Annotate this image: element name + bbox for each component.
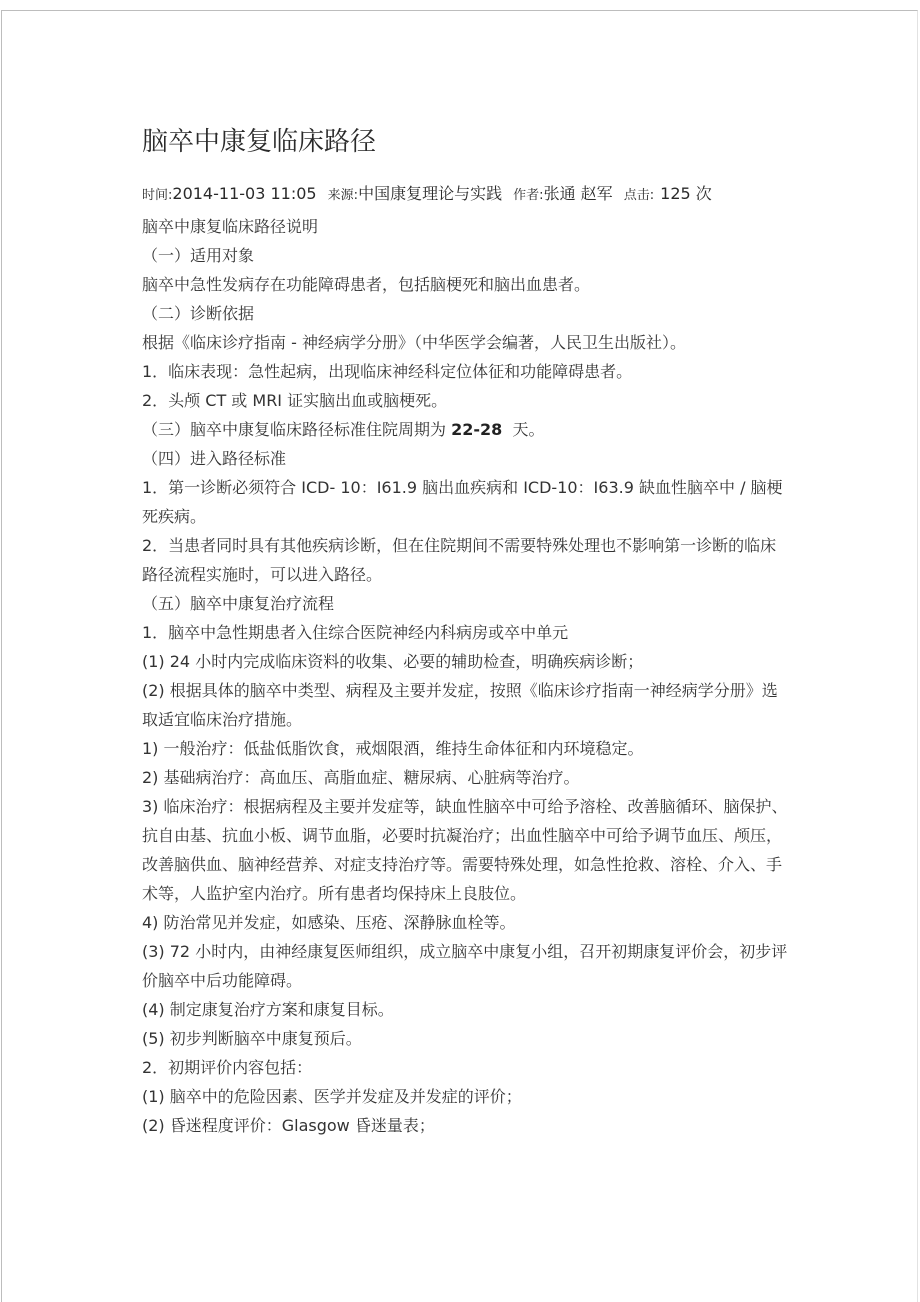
clicks-label: 点击: bbox=[623, 188, 655, 203]
paragraph: 1．第一诊断必须符合 ICD- 10：I61.9 脑出血疾病和 ICD-10：I63.9 缺血性脑卒中 / 脑梗死疾病。 bbox=[142, 478, 783, 526]
paragraph: 2) 基础病治疗：高血压、高脂血症、糖尿病、心脏病等治疗。 bbox=[142, 768, 580, 787]
source-value: 中国康复理论与实践 bbox=[358, 184, 503, 203]
paragraph: (4) 制定康复治疗方案和康复目标。 bbox=[142, 1000, 394, 1019]
paragraph: (2) 昏迷程度评价：Glasgow 昏迷量表； bbox=[142, 1116, 435, 1135]
paragraph: （五）脑卒中康复治疗流程 bbox=[142, 594, 335, 613]
stay-suffix: 天。 bbox=[512, 420, 545, 439]
paragraph: 3) 临床治疗：根据病程及主要并发症等，缺血性脑卒中可给予溶栓、改善脑循环、脑保护、抗自由基、抗血小板、调节血脂，必要时抗凝治疗；出血性脑卒中可给予调节血压、颅压，改善脑供血、脑神经营养、对症支持治疗等。需要特殊处理，如急性抢救、溶栓、介入、手术等，人监护室内治疗。所有患者均保持床上良肢位。 bbox=[142, 797, 788, 903]
document-title: 脑卒中康复临床路径 bbox=[142, 127, 377, 157]
paragraph: 脑卒中急性发病存在功能障碍患者，包括脑梗死和脑出血患者。 bbox=[142, 275, 591, 294]
paragraph: (2) 根据具体的脑卒中类型、病程及主要并发症，按照《临床诊疗指南一神经病学分册》选取适宜临床治疗措施。 bbox=[142, 681, 778, 729]
stay-prefix: （三）脑卒中康复临床路径标准住院周期为 bbox=[142, 420, 447, 439]
paragraph: （四）进入路径标准 bbox=[142, 449, 287, 468]
article-meta bbox=[142, 180, 718, 208]
paragraph: (1) 脑卒中的危险因素、医学并发症及并发症的评价； bbox=[142, 1087, 522, 1106]
paragraph: （一）适用对象 bbox=[142, 246, 255, 265]
document-body bbox=[142, 212, 792, 1140]
paragraph: (1) 24 小时内完成临床资料的收集、必要的辅助检查，明确疾病诊断； bbox=[142, 652, 644, 671]
paragraph: (5) 初步判断脑卒中康复预后。 bbox=[142, 1029, 362, 1048]
time-label: 时间: bbox=[142, 188, 173, 203]
paragraph: 1．临床表现：急性起病，出现临床神经科定位体征和功能障碍患者。 bbox=[142, 362, 633, 381]
paragraph: 2．头颅 CT 或 MRI 证实脑出血或脑梗死。 bbox=[142, 391, 448, 410]
source-label: 来源: bbox=[327, 188, 359, 203]
author-label: 作者: bbox=[513, 188, 544, 203]
clicks-value: 125 次 bbox=[660, 184, 712, 203]
time-value: 2014-11-03 11:05 bbox=[172, 184, 317, 203]
paragraph: 1．脑卒中急性期患者入住综合医院神经内科病房或卒中单元 bbox=[142, 623, 569, 642]
paragraph: 4) 防治常见并发症，如感染、压疮、深静脉血栓等。 bbox=[142, 913, 516, 932]
paragraph: 根据《临床诊疗指南 - 神经病学分册》（中华医学会编著，人民卫生出版社）。 bbox=[142, 333, 686, 352]
paragraph: （二）诊断依据 bbox=[142, 304, 255, 323]
paragraph: 2．初期评价内容包括： bbox=[142, 1058, 313, 1077]
author-value: 张通 赵军 bbox=[543, 184, 613, 203]
stay-days: 22-28 bbox=[451, 420, 503, 439]
paragraph: (3) 72 小时内，由神经康复医师组织，成立脑卒中康复小组，召开初期康复评价会，初步评价脑卒中后功能障碍。 bbox=[142, 942, 788, 990]
paragraph: 脑卒中康复临床路径说明 bbox=[142, 217, 319, 236]
paragraph: 1) 一般治疗：低盐低脂饮食，戒烟限酒，维持生命体征和内环境稳定。 bbox=[142, 739, 644, 758]
stay-duration-line bbox=[142, 415, 792, 444]
paragraph: 2．当患者同时具有其他疾病诊断，但在住院期间不需要特殊处理也不影响第一诊断的临床路径流程实施时，可以进入路径。 bbox=[142, 536, 777, 584]
